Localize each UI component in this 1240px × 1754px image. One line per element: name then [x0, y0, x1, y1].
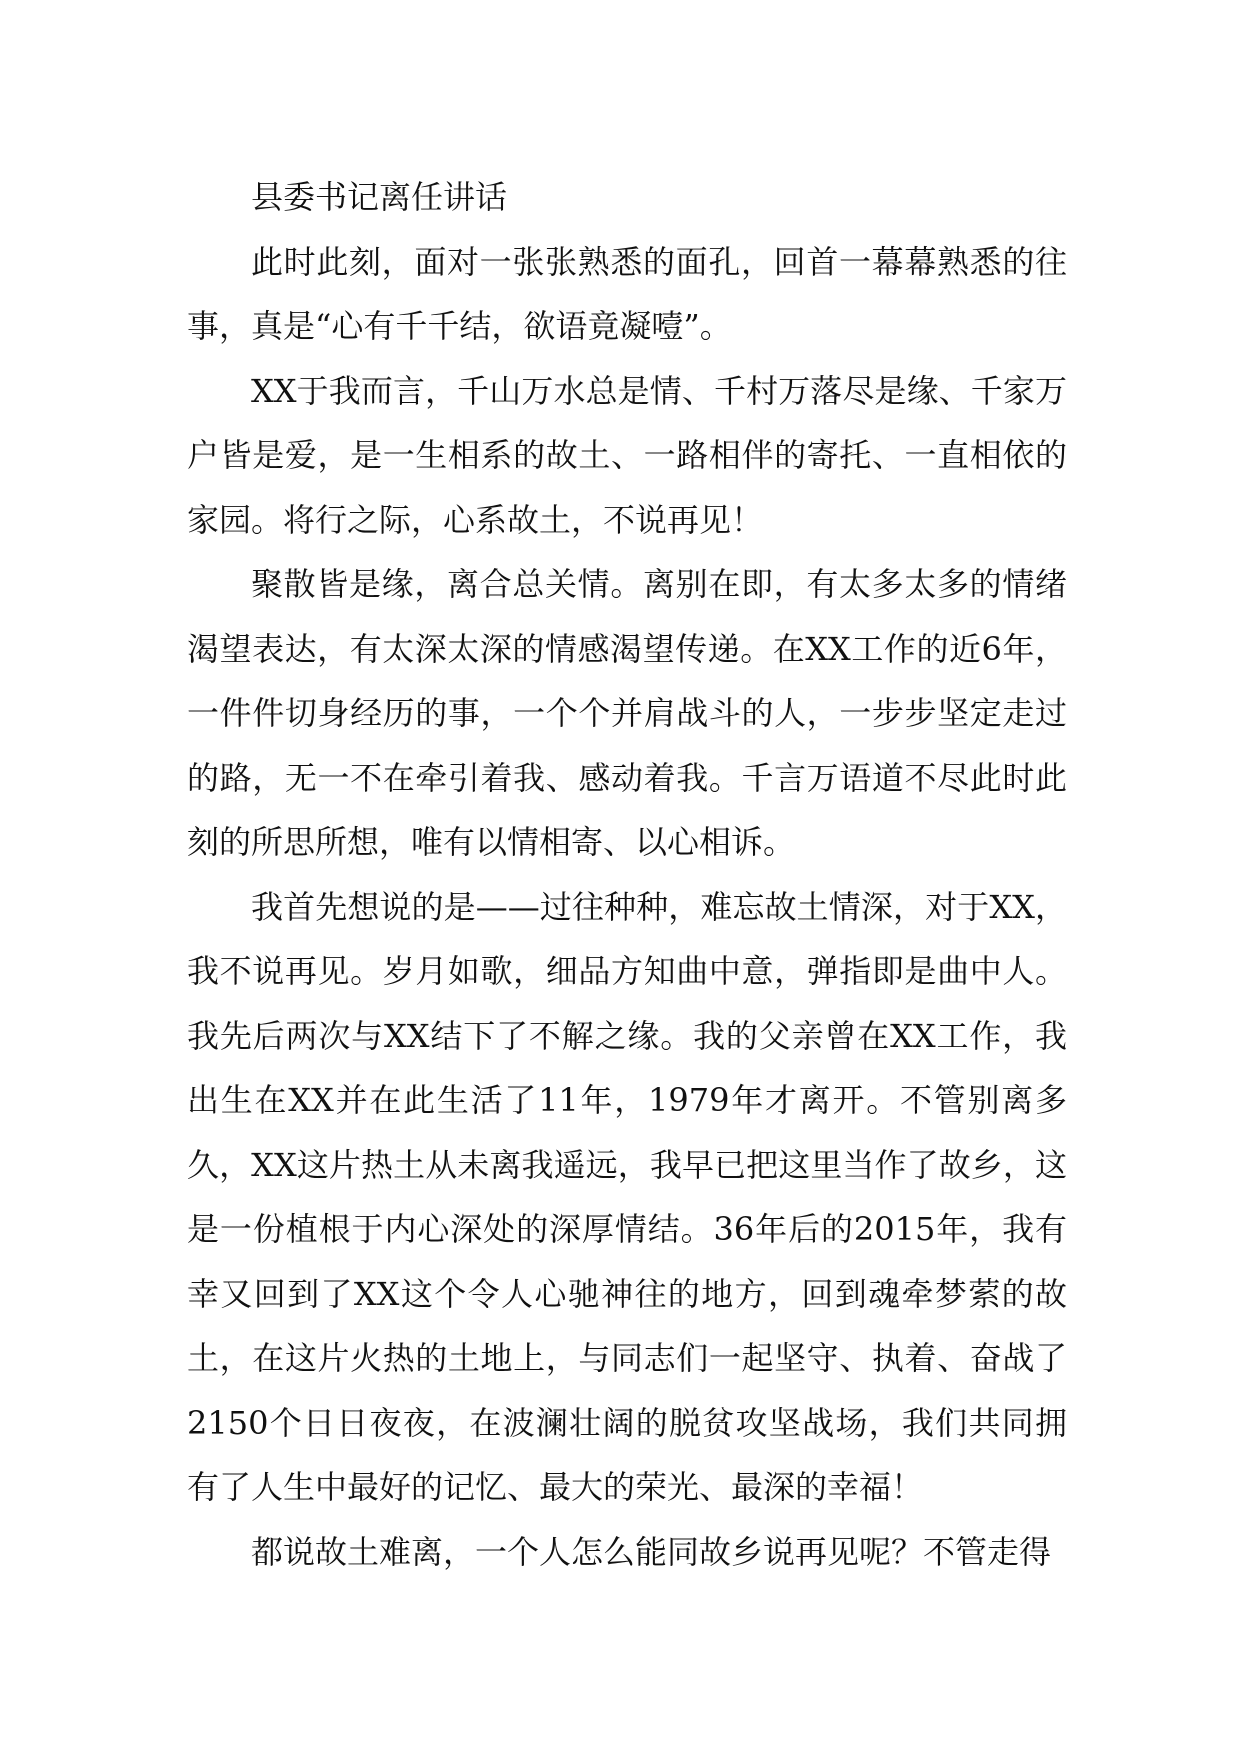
document-body: [187, 165, 1067, 1584]
paragraph-5: 都说故土难离，一个人怎么能同故乡说再见呢？不管走得: [251, 1532, 1052, 1571]
paragraph-2: XX于我而言，千山万水总是情、千村万落尽是缘、千家万户皆是爱，是一生相系的故土、一路相伴的寄托、一直相依的家园。将行之际，心系故土，不说再见！: [187, 371, 1067, 539]
paragraph-1: 此时此刻，面对一张张熟悉的面孔，回首一幕幕熟悉的往事，真是“心有千千结，欲语竟凝噎”。: [187, 242, 1067, 345]
document-title: 县委书记离任讲话: [251, 178, 508, 216]
paragraph-3: 聚散皆是缘，离合总关情。离别在即，有太多太多的情绪渴望表达，有太深太深的情感渴望传递。在XX工作的近6年，一件件切身经历的事，一个个并肩战斗的人，一步步坚定走过的路，无一不在牵引着我、感动着我。千言万语道不尽此时此刻的所思所想，唯有以情相寄、以心相诉。: [187, 565, 1067, 861]
paragraph-4: 我首先想说的是——过往种种，难忘故土情深，对于XX，我不说再见。岁月如歌，细品方知曲中意，弹指即是曲中人。我先后两次与XX结下了不解之缘。我的父亲曾在XX工作，我出生在XX并在此生活了11年，1979年才离开。不管别离多久，XX这片热土从未离我遥远，我早已把这里当作了故乡，这是一份植根于内心深处的深厚情结。36年后的2015年，我有幸又回到了XX这个令人心驰神往的地方，回到魂牵梦萦的故土，在这片火热的土地上，与同志们一起坚守、执着、奋战了2150个日日夜夜，在波澜壮阔的脱贫攻坚战场，我们共同拥有了人生中最好的记忆、最大的荣光、最深的幸福！: [187, 887, 1067, 1506]
